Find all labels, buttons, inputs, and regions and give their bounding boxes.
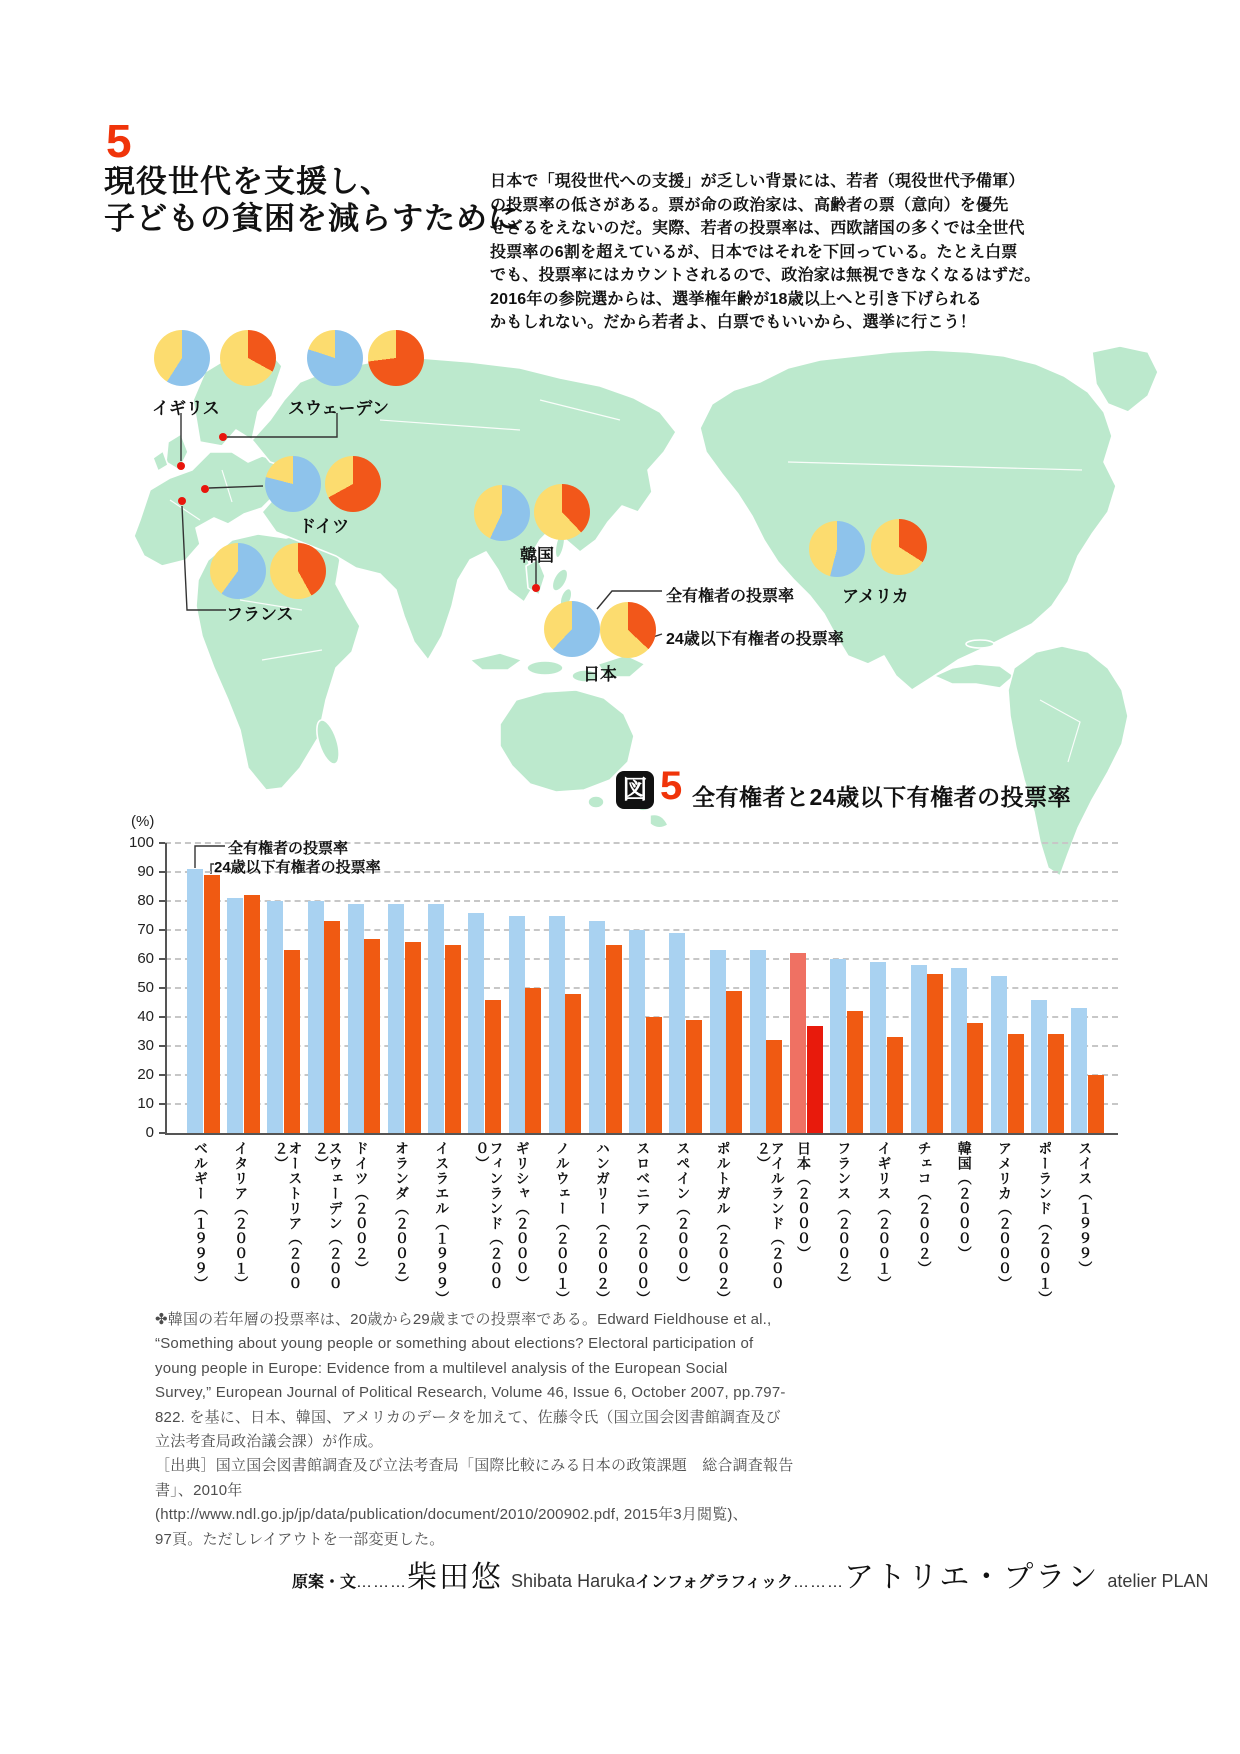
bar-all-voters-スイス（１９９９） — [1071, 1008, 1087, 1133]
y-tick-label: 70 — [137, 921, 154, 938]
bar-all-voters-イタリア（２００１） — [227, 898, 243, 1133]
page-title-line: 現役世代を支援し、 — [104, 164, 392, 199]
bar-young-voters-フランス（２００２） — [847, 1011, 863, 1133]
intro-line: せざるをえないのだ。実際、若者の投票率は、西欧諸国の多くでは全世代 — [490, 220, 1025, 237]
bar-all-voters-ハンガリー（２００２） — [589, 921, 605, 1133]
bar-young-voters-イタリア（２００１） — [244, 895, 260, 1133]
x-category-label: ポルトガル（２００２） — [715, 1141, 732, 1306]
bar-all-voters-スロベニア（２０００） — [629, 930, 645, 1133]
footnote-line: “Something about young people or something about elections? Electoral participation of — [155, 1335, 754, 1353]
y-tick-label: 100 — [128, 834, 154, 851]
credit-dots: ……… — [793, 1574, 845, 1591]
x-category-label: フィンランド（２０００） — [474, 1141, 505, 1291]
credit-studio-name: アトリエ・プラン — [844, 1561, 1100, 1594]
x-category-label: スウェーデン（２００２） — [313, 1141, 344, 1291]
credits-line — [292, 1552, 1209, 1596]
map-country-label: アメリカ — [842, 587, 909, 606]
figure-title: 全有権者と24歳以下有権者の投票率 — [692, 784, 1072, 810]
x-category-label: アメリカ（２０００） — [997, 1141, 1013, 1291]
intro-line: の投票率の低さがある。票が命の政治家は、高齢者の票（意向）を優先 — [490, 196, 1009, 214]
footnote-line: ［出典］国立国会図書館調査及び立法考査局「国際比較にみる日本の政策課題 総合調査報告 — [155, 1457, 794, 1475]
bar-all-voters-イスラエル（１９９９） — [428, 904, 444, 1133]
pie-all-voters-アメリカ — [809, 521, 865, 577]
bar-young-voters-オーストリア（２００２） — [284, 950, 300, 1133]
map-country-label: 韓国 — [520, 546, 554, 565]
bar-young-voters-ポーランド（２００１） — [1048, 1034, 1064, 1133]
credit-dots: ……… — [356, 1574, 408, 1591]
map-country-label: スウェーデン — [288, 399, 389, 418]
footnote-line: Survey,” European Journal of Political Research, Volume 46, Issue 6, October 2007, pp.797- — [155, 1384, 786, 1402]
pie-all-voters-韓国 — [474, 485, 530, 541]
x-category-label: イタリア（２００１） — [233, 1141, 250, 1291]
intro-line: 日本で「現役世代への支援」が乏しい背景には、若者（現役世代予備軍） — [490, 173, 1025, 190]
x-category-label: ハンガリー（２００２） — [595, 1141, 611, 1306]
bar-young-voters-チェコ（２００２） — [927, 974, 943, 1134]
map-legend-young: 24歳以下有権者の投票率 — [666, 631, 844, 648]
pie-all-voters-スウェーデン — [307, 330, 363, 386]
intro-paragraph — [490, 170, 1040, 335]
figure-number: 5 — [660, 764, 683, 808]
y-tick-label: 50 — [137, 979, 154, 996]
map-location-dot — [178, 497, 186, 505]
bar-all-voters-アイルランド（２００２） — [750, 950, 766, 1133]
bar-all-voters-オランダ（２００２） — [388, 904, 404, 1133]
bar-young-voters-イギリス（２００１） — [887, 1037, 903, 1133]
y-tick-label: 60 — [137, 950, 154, 967]
x-axis — [165, 1133, 1118, 1135]
figure-badge: 図 — [616, 771, 654, 809]
bar-young-voters-アイルランド（２００２） — [766, 1040, 782, 1133]
bar-young-voters-ドイツ（２００２） — [364, 939, 380, 1133]
bar-young-voters-オランダ（２００２） — [405, 942, 421, 1133]
chart-legend-all: 全有権者の投票率 — [228, 840, 349, 857]
bar-all-voters-ポーランド（２００１） — [1031, 1000, 1047, 1133]
x-category-label: イスラエル（１９９９） — [434, 1141, 451, 1306]
bar-all-voters-韓国（２０００） — [951, 968, 967, 1133]
x-category-label: ギリシャ（２０００） — [514, 1141, 531, 1291]
bar-all-voters-スウェーデン（２００２） — [308, 901, 324, 1133]
footnote-line: (http://www.ndl.go.jp/jp/data/publication/document/2010/200902.pdf, 2015年3月閲覧)、 — [155, 1506, 748, 1524]
pie-young-voters-スウェーデン — [368, 330, 424, 386]
x-category-label: スペイン（２０００） — [675, 1141, 692, 1291]
bar-young-voters-ポルトガル（２００２） — [726, 991, 742, 1133]
x-category-label: イギリス（２００１） — [876, 1141, 893, 1291]
y-tick-label: 20 — [137, 1066, 154, 1083]
x-category-label: スイス（１９９９） — [1077, 1141, 1094, 1276]
bar-young-voters-日本（２０００） — [807, 1026, 823, 1133]
bar-young-voters-スロベニア（２０００） — [646, 1017, 662, 1133]
footnote-line: young people in Europe: Evidence from a multilevel analysis of the European Social — [155, 1359, 728, 1377]
bar-young-voters-スウェーデン（２００２） — [324, 921, 340, 1133]
intro-line: 2016年の参院選からは、選挙権年齢が18歳以上へと引き下げられる — [490, 290, 982, 308]
bar-young-voters-ベルギー（１９９９） — [204, 875, 220, 1133]
x-category-label: アイルランド（２００２） — [755, 1141, 786, 1291]
x-category-label: ポーランド（２００１） — [1037, 1141, 1054, 1306]
pie-young-voters-フランス — [270, 543, 326, 599]
credit-author-name: 柴田悠 — [407, 1561, 504, 1594]
footnote-line: 822. を基に、日本、韓国、アメリカのデータを加えて、佐藤令氏（国立国会図書館調査及び — [155, 1408, 781, 1426]
bar-young-voters-フィンランド（２０００） — [485, 1000, 501, 1133]
map-location-dot — [177, 462, 185, 470]
footnote-line: 書」、2010年 — [155, 1481, 243, 1499]
x-category-label: 日本（２０００） — [796, 1141, 812, 1261]
intro-line: かもしれない。だから若者よ、白票でもいいから、選挙に行こう！ — [490, 314, 977, 331]
y-tick-label: 0 — [145, 1124, 154, 1141]
y-tick-label: 80 — [137, 892, 154, 909]
bar-all-voters-フランス（２００２） — [830, 959, 846, 1133]
bar-young-voters-アメリカ（２０００） — [1008, 1034, 1024, 1133]
footnote-line: 97頁。ただしレイアウトを一部変更した。 — [155, 1530, 445, 1548]
pie-all-voters-日本 — [544, 601, 600, 657]
x-category-label: スロベニア（２０００） — [635, 1141, 652, 1306]
x-category-label: オランダ（２００２） — [394, 1141, 410, 1291]
bar-all-voters-ギリシャ（２０００） — [509, 916, 525, 1134]
x-category-label: 韓国（２０００） — [956, 1141, 973, 1261]
page-title-line: 子どもの貧困を減らすために — [104, 201, 520, 236]
credit-label-infographic: インフォグラフィック — [635, 1574, 794, 1591]
map-country-label: ドイツ — [299, 517, 350, 536]
bar-all-voters-イギリス（２００１） — [870, 962, 886, 1133]
intro-line: でも、投票率にはカウントされるので、政治家は無視できなくなるはずだ。 — [490, 267, 1041, 284]
bar-all-voters-ノルウェー（２００１） — [549, 916, 565, 1134]
x-category-label: チェコ（２００２） — [916, 1141, 933, 1276]
credit-label-author: 原案・文 — [292, 1574, 357, 1591]
bar-all-voters-ベルギー（１９９９） — [187, 869, 203, 1133]
map-legend-all: 全有権者の投票率 — [666, 588, 795, 605]
bar-young-voters-ハンガリー（２００２） — [606, 945, 622, 1134]
x-category-label: ベルギー（１９９９） — [193, 1141, 209, 1291]
map-location-dot — [201, 485, 209, 493]
footnote — [155, 1308, 793, 1552]
footnote-line: ✤韓国の若年層の投票率は、20歳から29歳までの投票率である。Edward Fieldhouse et al., — [155, 1311, 772, 1328]
pie-all-voters-イギリス — [154, 330, 210, 386]
bar-all-voters-ポルトガル（２００２） — [710, 950, 726, 1133]
bar-all-voters-ドイツ（２００２） — [348, 904, 364, 1133]
line-germany — [209, 486, 263, 488]
bar-young-voters-イスラエル（１９９９） — [445, 945, 461, 1134]
map-location-dot — [219, 433, 227, 441]
bar-all-voters-オーストリア（２００２） — [267, 901, 283, 1133]
intro-line: 投票率の6割を超えているが、日本ではそれを下回っている。たとえ白票 — [490, 243, 1018, 261]
bar-all-voters-チェコ（２００２） — [911, 965, 927, 1133]
pie-all-voters-ドイツ — [265, 456, 321, 512]
y-tick-label: 30 — [137, 1037, 154, 1054]
x-category-label: オーストリア（２００２） — [273, 1141, 304, 1291]
credit-studio-roman: atelier PLAN — [1107, 1571, 1209, 1591]
footnote-line: 立法考査局政治議会課）が作成。 — [155, 1433, 384, 1451]
bar-all-voters-日本（２０００） — [790, 953, 806, 1133]
map-country-label: 日本 — [583, 665, 617, 684]
chart-legend-young: 24歳以下有権者の投票率 — [214, 859, 381, 876]
pie-young-voters-イギリス — [220, 330, 276, 386]
credit-author-roman: Shibata Haruka — [511, 1571, 636, 1591]
bar-all-voters-スペイン（２０００） — [669, 933, 685, 1133]
pie-young-voters-日本 — [600, 602, 656, 658]
map-location-dot — [532, 584, 540, 592]
map-country-label: フランス — [226, 605, 294, 624]
x-category-label: ノルウェー（２００１） — [554, 1141, 571, 1306]
bar-young-voters-韓国（２０００） — [967, 1023, 983, 1133]
pie-young-voters-アメリカ — [871, 519, 927, 575]
x-category-label: フランス（２００２） — [836, 1141, 853, 1291]
y-tick-label: 40 — [137, 1008, 154, 1025]
bar-all-voters-フィンランド（２０００） — [468, 913, 484, 1133]
y-tick-label: 10 — [137, 1095, 154, 1112]
y-axis-unit-label: (%) — [131, 813, 155, 830]
pie-all-voters-フランス — [210, 543, 266, 599]
bar-all-voters-アメリカ（２０００） — [991, 976, 1007, 1133]
y-axis — [165, 843, 167, 1133]
bar-young-voters-ギリシャ（２０００） — [525, 988, 541, 1133]
pie-young-voters-ドイツ — [325, 456, 381, 512]
page-title — [104, 163, 520, 237]
bar-young-voters-ノルウェー（２００１） — [565, 994, 581, 1133]
map-country-label: イギリス — [152, 399, 220, 418]
x-category-label: ドイツ（２００２） — [353, 1141, 370, 1276]
bar-young-voters-スイス（１９９９） — [1088, 1075, 1104, 1133]
pie-young-voters-韓国 — [534, 484, 590, 540]
y-tick-label: 90 — [137, 863, 154, 880]
chapter-number: 5 — [106, 115, 132, 167]
bar-young-voters-スペイン（２０００） — [686, 1020, 702, 1133]
